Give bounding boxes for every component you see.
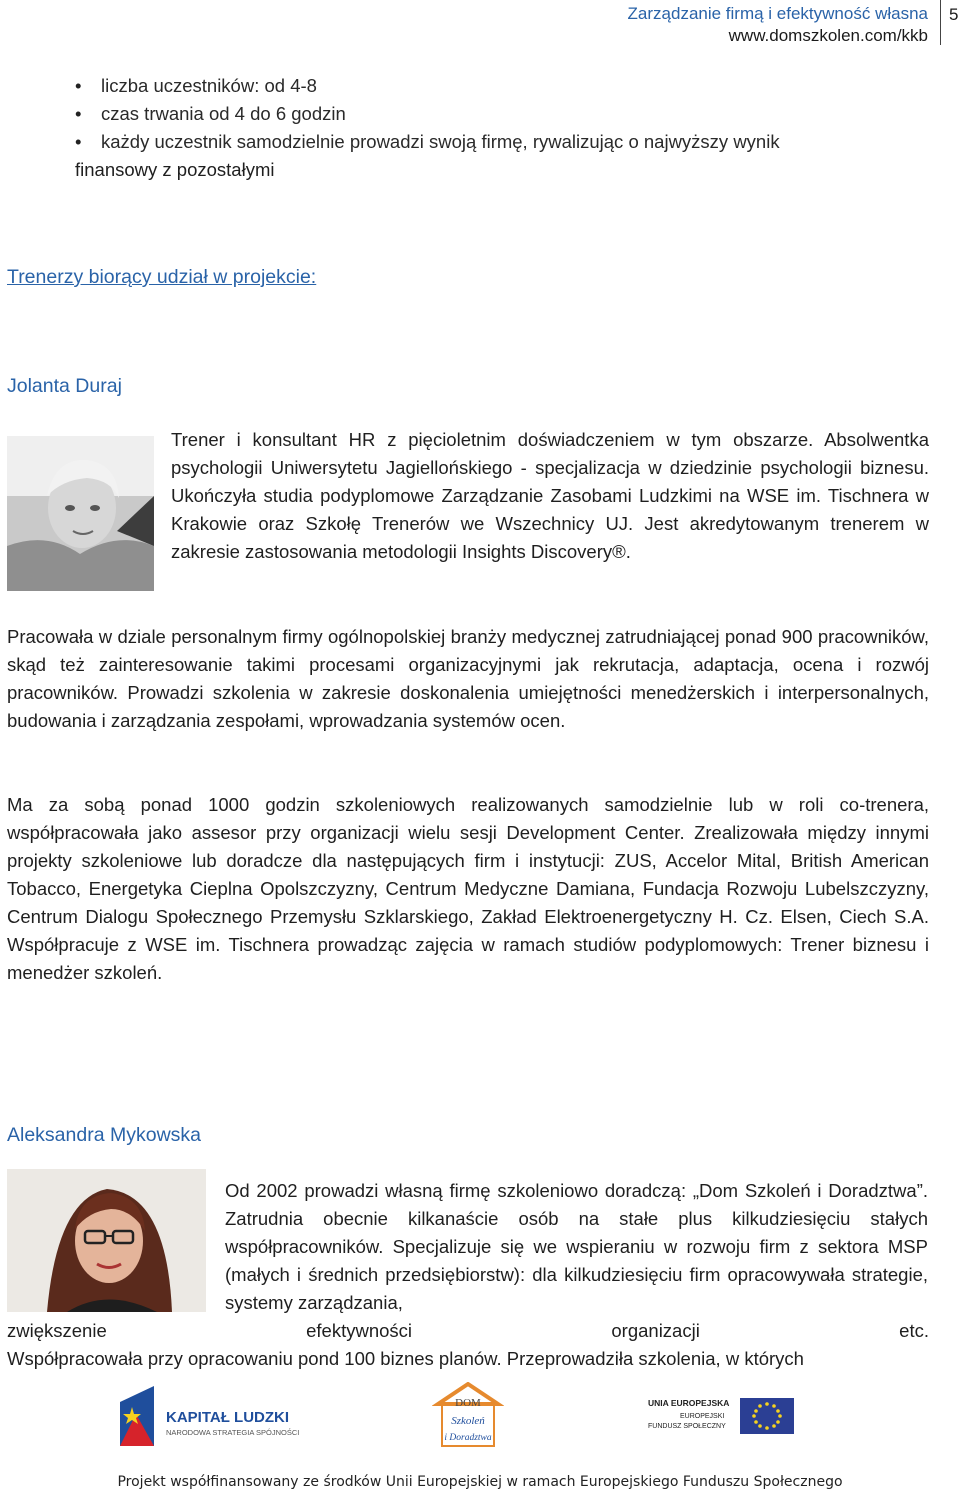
ue-line1: UNIA EUROPEJSKA <box>648 1398 730 1408</box>
trainer-name: Jolanta Duraj <box>7 375 122 397</box>
dom-szkolen-logo <box>432 1382 504 1448</box>
header-url[interactable]: www.domszkolen.com/kkb <box>728 26 928 45</box>
word: efektywności <box>306 1320 413 1341</box>
trainers-heading: Trenerzy biorący udział w projekcie: <box>7 266 317 288</box>
word: organizacji <box>611 1320 700 1341</box>
bullet-list <box>7 72 907 156</box>
portrait-image <box>7 436 154 591</box>
word: etc. <box>899 1320 929 1341</box>
page-header <box>628 3 928 46</box>
trainer-photo <box>7 436 154 591</box>
ue-line2: EUROPEJSKI <box>680 1413 725 1420</box>
kapital-subtitle: NARODOWA STRATEGIA SPÓJNOŚCI <box>166 1428 300 1437</box>
list-item: • każdy uczestnik samodzielnie prowadzi swoją firmę, rywalizując o najwyższy wynik <box>7 128 907 156</box>
page-number: 5 <box>949 5 959 24</box>
list-item: • czas trwania od 4 do 6 godzin <box>7 100 907 128</box>
bullet-continuation: finansowy z pozostałymi <box>75 159 275 180</box>
word: zwiększenie <box>7 1320 107 1341</box>
portrait-image <box>7 1169 206 1312</box>
trainer-bio-paragraph: Ma za sobą ponad 1000 godzin szkoleniowych realizowanych samodzielnie lub w roli co-trenera, współpracowała jako assesor przy organizacji wielu sesji Development Center. Zrealizowała między innymi projekty szkoleniowe lub doradcze dla następujących firm i instytucji: ZUS, Accelor Mital, British American Tobacco, Energetyka Cieplna Opolszczyzny, Centrum Medyczne Damiana, Fundacja Rozwoju Lubelszczyzny, Centrum Dialogu Społecznego Przemysłu Szklarskiego, Zakład Elektroenergetyczny H. Cz. Elsen, Ciech S.A. Współpracuje z WSE im. Tischnera prowadząc zajęcia w ramach studiów podyplomowych: Trener biznesu i menedżer szkoleń. <box>7 794 929 983</box>
footer-logos <box>0 1382 960 1457</box>
eu-efs-logo <box>646 1394 796 1440</box>
trainer-intro: Trener i konsultant HR z pięcioletnim doświadczeniem w tym obszarze. Absolwentka psychologii Uniwersytetu Jagiellońskiego - specjalizacja w dziedzinie psychologii biznesu. Ukończyła studia podyplomowe Zarządzanie Zasobami Ludzkimi na WSE im. Tischnera w Krakowie oraz Szkołę Trenerów we Wszechnicy UJ. Jest akredytowanym trenerem w zakresie zastosowania metodologii Insights Discovery®. <box>171 429 929 562</box>
trainer-intro: Od 2002 prowadzi własną firmę szkoleniowo doradczą: „Dom Szkoleń i Doradztwa”. Zatrudnia obecnie kilkanaście osób na stałe plus kilkudziesięciu stałych współpracowników. Specjalizuje się we wspieraniu w rozwoju firm z sektora MSP (małych i średnich przedsiębiorstw): dla kilkudziesięciu firm opracowywała strategie, systemy zarządzania, <box>225 1180 928 1313</box>
funding-note: Projekt współfinansowany ze środków Unii Europejskiej w ramach Europejskiego Funduszu Społecznego <box>117 1474 843 1490</box>
trainer-bio-paragraph: Pracowała w dziale personalnym firmy ogólnopolskiej branży medycznej zatrudniającej ponad 900 pracowników, skąd też zainteresowanie takimi procesami organizacyjnymi jak rekrutacja, adaptacja, ocena i rozwój pracowników. Prowadzi szkolenia w zakresie doskonalenia umiejętności menedżerskich i interpersonalnych, budowania i zarządzania zespołami, wprowadzania systemów ocen. <box>7 626 929 731</box>
list-item: • liczba uczestników: od 4-8 <box>7 72 907 100</box>
kapital-title: KAPITAŁ LUDZKI <box>166 1409 290 1426</box>
header-divider <box>940 0 941 45</box>
trainer-intro-continuation: Współpracowała przy opracowaniu pond 100 biznes planów. Przeprowadziła szkolenia, w których <box>7 1348 804 1369</box>
dom-line3: i Doradztwa <box>444 1433 492 1443</box>
dom-line2: Szkoleń <box>451 1415 485 1427</box>
kapital-ludzki-logo <box>118 1384 318 1448</box>
trainer-photo <box>7 1169 206 1312</box>
dom-line1: DOM <box>455 1397 481 1409</box>
ue-line3: FUNDUSZ SPOŁECZNY <box>648 1423 726 1430</box>
trainer-intro-wide-line <box>7 1317 929 1345</box>
trainer-name: Aleksandra Mykowska <box>7 1124 201 1146</box>
header-title: Zarządzanie firmą i efektywność własna <box>627 4 928 23</box>
